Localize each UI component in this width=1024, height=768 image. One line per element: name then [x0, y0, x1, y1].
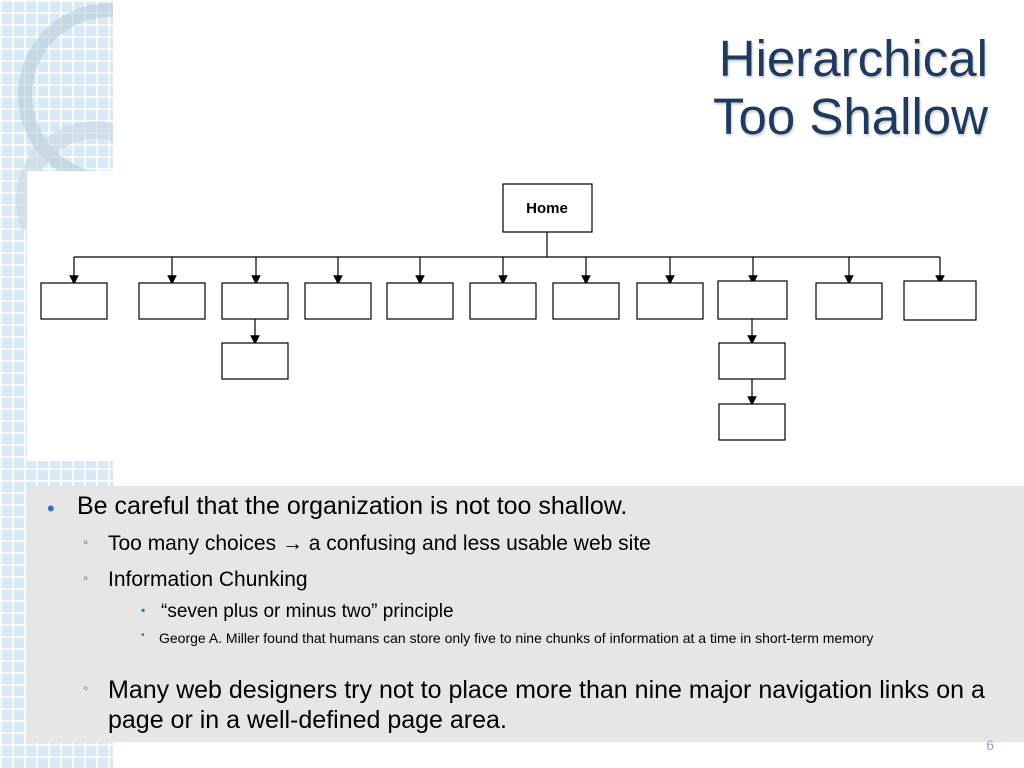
level1-node	[553, 283, 619, 319]
hierarchy-diagram-svg	[27, 171, 1024, 461]
bullet-marker: ◦	[83, 570, 89, 587]
level1-node	[637, 283, 703, 319]
level1-node	[222, 283, 288, 319]
level1-node	[718, 281, 787, 319]
level2-node	[222, 343, 288, 379]
choices-text: Too many choices	[108, 532, 277, 555]
level1-node	[470, 283, 536, 319]
bullet-marker: •	[47, 496, 55, 521]
bullet-level4-miller: George A. Miller found that humans can store only five to nine chunks of information at a time in short-term memory	[159, 630, 874, 646]
arrow-right-icon: →	[281, 532, 303, 555]
level3-node	[719, 404, 785, 440]
level1-node	[904, 281, 976, 320]
level1-node	[387, 283, 453, 319]
slide-title	[713, 30, 988, 146]
bullet-panel	[27, 486, 1024, 742]
bullet-marker: ◦	[83, 680, 89, 697]
bullet-level3-principle: “seven plus or minus two” principle	[161, 601, 454, 622]
level1-node	[139, 283, 205, 319]
title-line-1: Hierarchical	[718, 30, 988, 87]
level1-node	[816, 283, 882, 319]
level1-node	[41, 283, 107, 319]
level2-node	[719, 343, 785, 379]
bullet-level1: Be careful that the organization is not too shallow.	[77, 492, 628, 520]
title-line-2: Too Shallow	[713, 88, 988, 145]
home-node-label: Home	[526, 200, 568, 217]
bullet-level2-designers: Many web designers try not to place more than nine major navigation links on a page or in a well-defined page area.	[108, 676, 985, 734]
choices-result: a confusing and less usable web site	[308, 532, 651, 555]
hierarchy-diagram	[27, 171, 1024, 461]
page-number: 6	[986, 737, 994, 753]
bullet-level2-choices	[108, 532, 651, 556]
bullet-marker: ◦	[83, 534, 89, 551]
level1-node	[305, 283, 371, 319]
bullet-marker: •	[141, 630, 145, 641]
bullet-marker: ▪	[141, 603, 146, 617]
bullet-level2-chunking: Information Chunking	[108, 568, 308, 591]
